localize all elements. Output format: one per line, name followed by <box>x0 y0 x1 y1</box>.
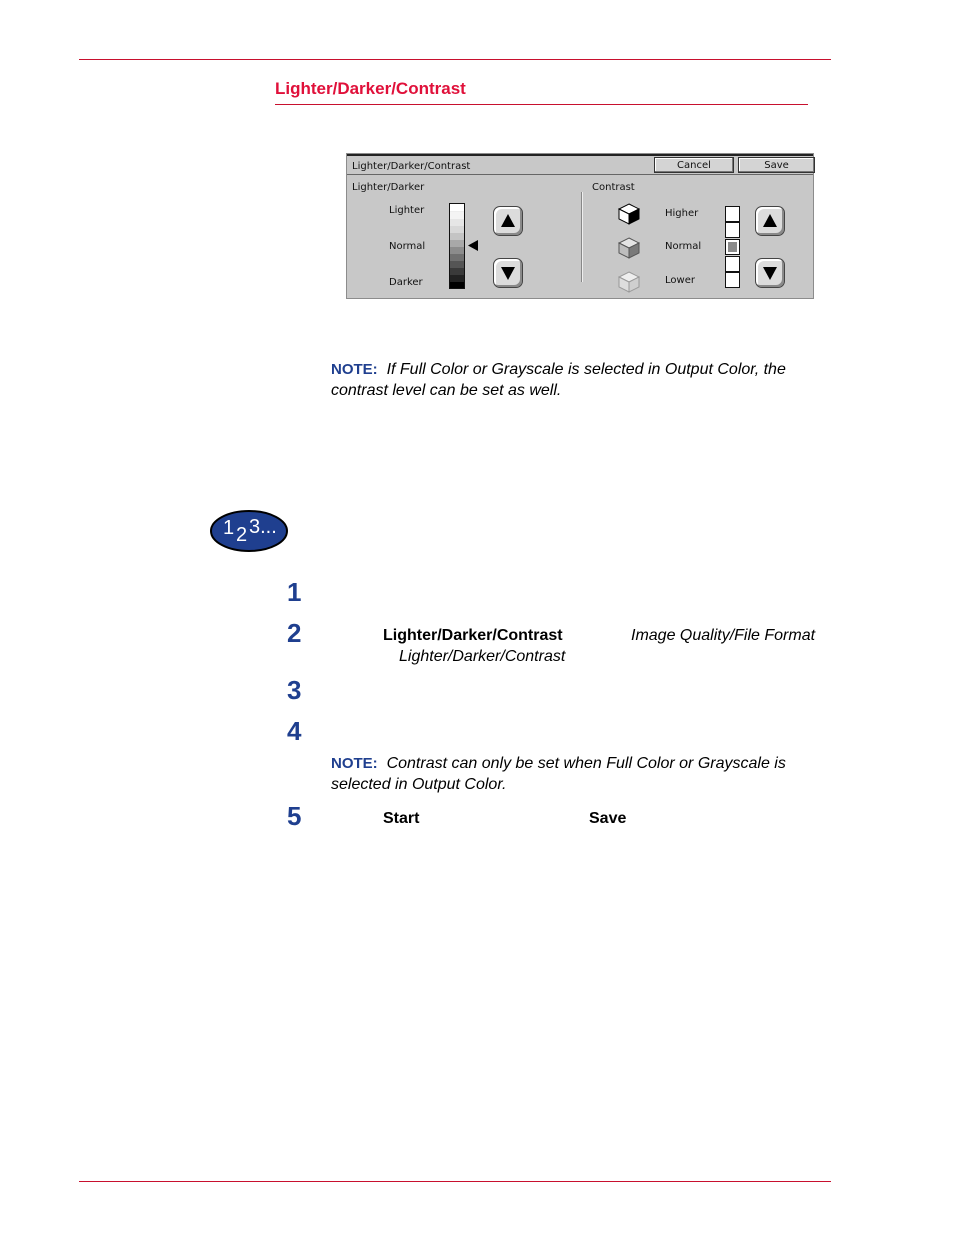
lighter-up-button[interactable] <box>493 206 523 236</box>
note-contrast <box>331 753 831 795</box>
note-text-line2: selected in Output Color. <box>331 776 507 793</box>
step5-bold-text1: Start <box>383 810 420 827</box>
panel-title: Lighter/Darker/Contrast <box>352 161 471 172</box>
lighter-darker-contrast-panel <box>346 153 814 299</box>
step-number-1: 1 <box>287 577 302 607</box>
step-number-2: 2 <box>287 618 302 648</box>
contrast-up-button[interactable] <box>755 206 785 236</box>
contrast-level-1[interactable] <box>725 206 740 222</box>
step2-italic-text2: Lighter/Darker/Contrast <box>399 648 566 665</box>
contrast-level-4[interactable] <box>725 256 740 272</box>
note-output-color <box>331 359 831 401</box>
section-title: Lighter/Darker/Contrast <box>275 79 466 98</box>
contrast-level-2[interactable] <box>725 222 740 238</box>
down-arrow-icon <box>762 265 778 281</box>
lighter-darker-heading: Lighter/Darker <box>352 182 425 193</box>
contrast-heading: Contrast <box>592 182 635 193</box>
level-pointer-icon <box>468 240 479 252</box>
footer-rule <box>79 1181 831 1182</box>
panel-divider <box>581 192 582 282</box>
note-text-line1: Contrast can only be set when Full Color or Grayscale is <box>386 755 786 772</box>
darker-label: Darker <box>389 277 423 288</box>
note-label: NOTE: <box>331 361 378 378</box>
step-number-5: 5 <box>287 801 302 831</box>
lower-label: Lower <box>665 275 695 286</box>
step2-bold-text: Lighter/Darker/Contrast <box>383 627 563 644</box>
section-title-underline <box>275 104 808 105</box>
badge-digit-3: 3... <box>249 516 277 538</box>
contrast-down-button[interactable] <box>755 258 785 288</box>
lighter-label: Lighter <box>389 205 425 216</box>
down-arrow-icon <box>500 265 516 281</box>
up-arrow-icon <box>500 213 516 229</box>
low-contrast-cube-icon <box>617 270 641 294</box>
contrast-normal-label: Normal <box>665 241 702 252</box>
darker-down-button[interactable] <box>493 258 523 288</box>
contrast-level-5[interactable] <box>725 272 740 288</box>
normal-contrast-cube-icon <box>617 236 641 260</box>
badge-digit-1: 1 <box>223 517 235 539</box>
note-text-line2: contrast level can be set as well. <box>331 382 562 399</box>
cancel-button[interactable]: Cancel <box>654 157 734 173</box>
step-number-3: 3 <box>287 675 302 705</box>
save-button[interactable]: Save <box>738 157 815 173</box>
steps-badge <box>209 509 289 553</box>
higher-label: Higher <box>665 208 699 219</box>
panel-header <box>347 154 813 175</box>
note-text-line1: If Full Color or Grayscale is selected in Output Color, the <box>386 361 786 378</box>
contrast-level-3-selected[interactable] <box>725 239 740 255</box>
step-number-4: 4 <box>287 716 302 746</box>
high-contrast-cube-icon <box>617 202 641 226</box>
badge-digit-2: 2 <box>236 524 248 546</box>
up-arrow-icon <box>762 213 778 229</box>
header-rule <box>79 59 831 60</box>
note-label: NOTE: <box>331 755 378 772</box>
step2-italic-text1: Image Quality/File Format <box>631 627 816 644</box>
normal-label: Normal <box>389 241 426 252</box>
lighter-darker-scale[interactable] <box>449 203 465 289</box>
step5-bold-text2: Save <box>589 810 627 827</box>
